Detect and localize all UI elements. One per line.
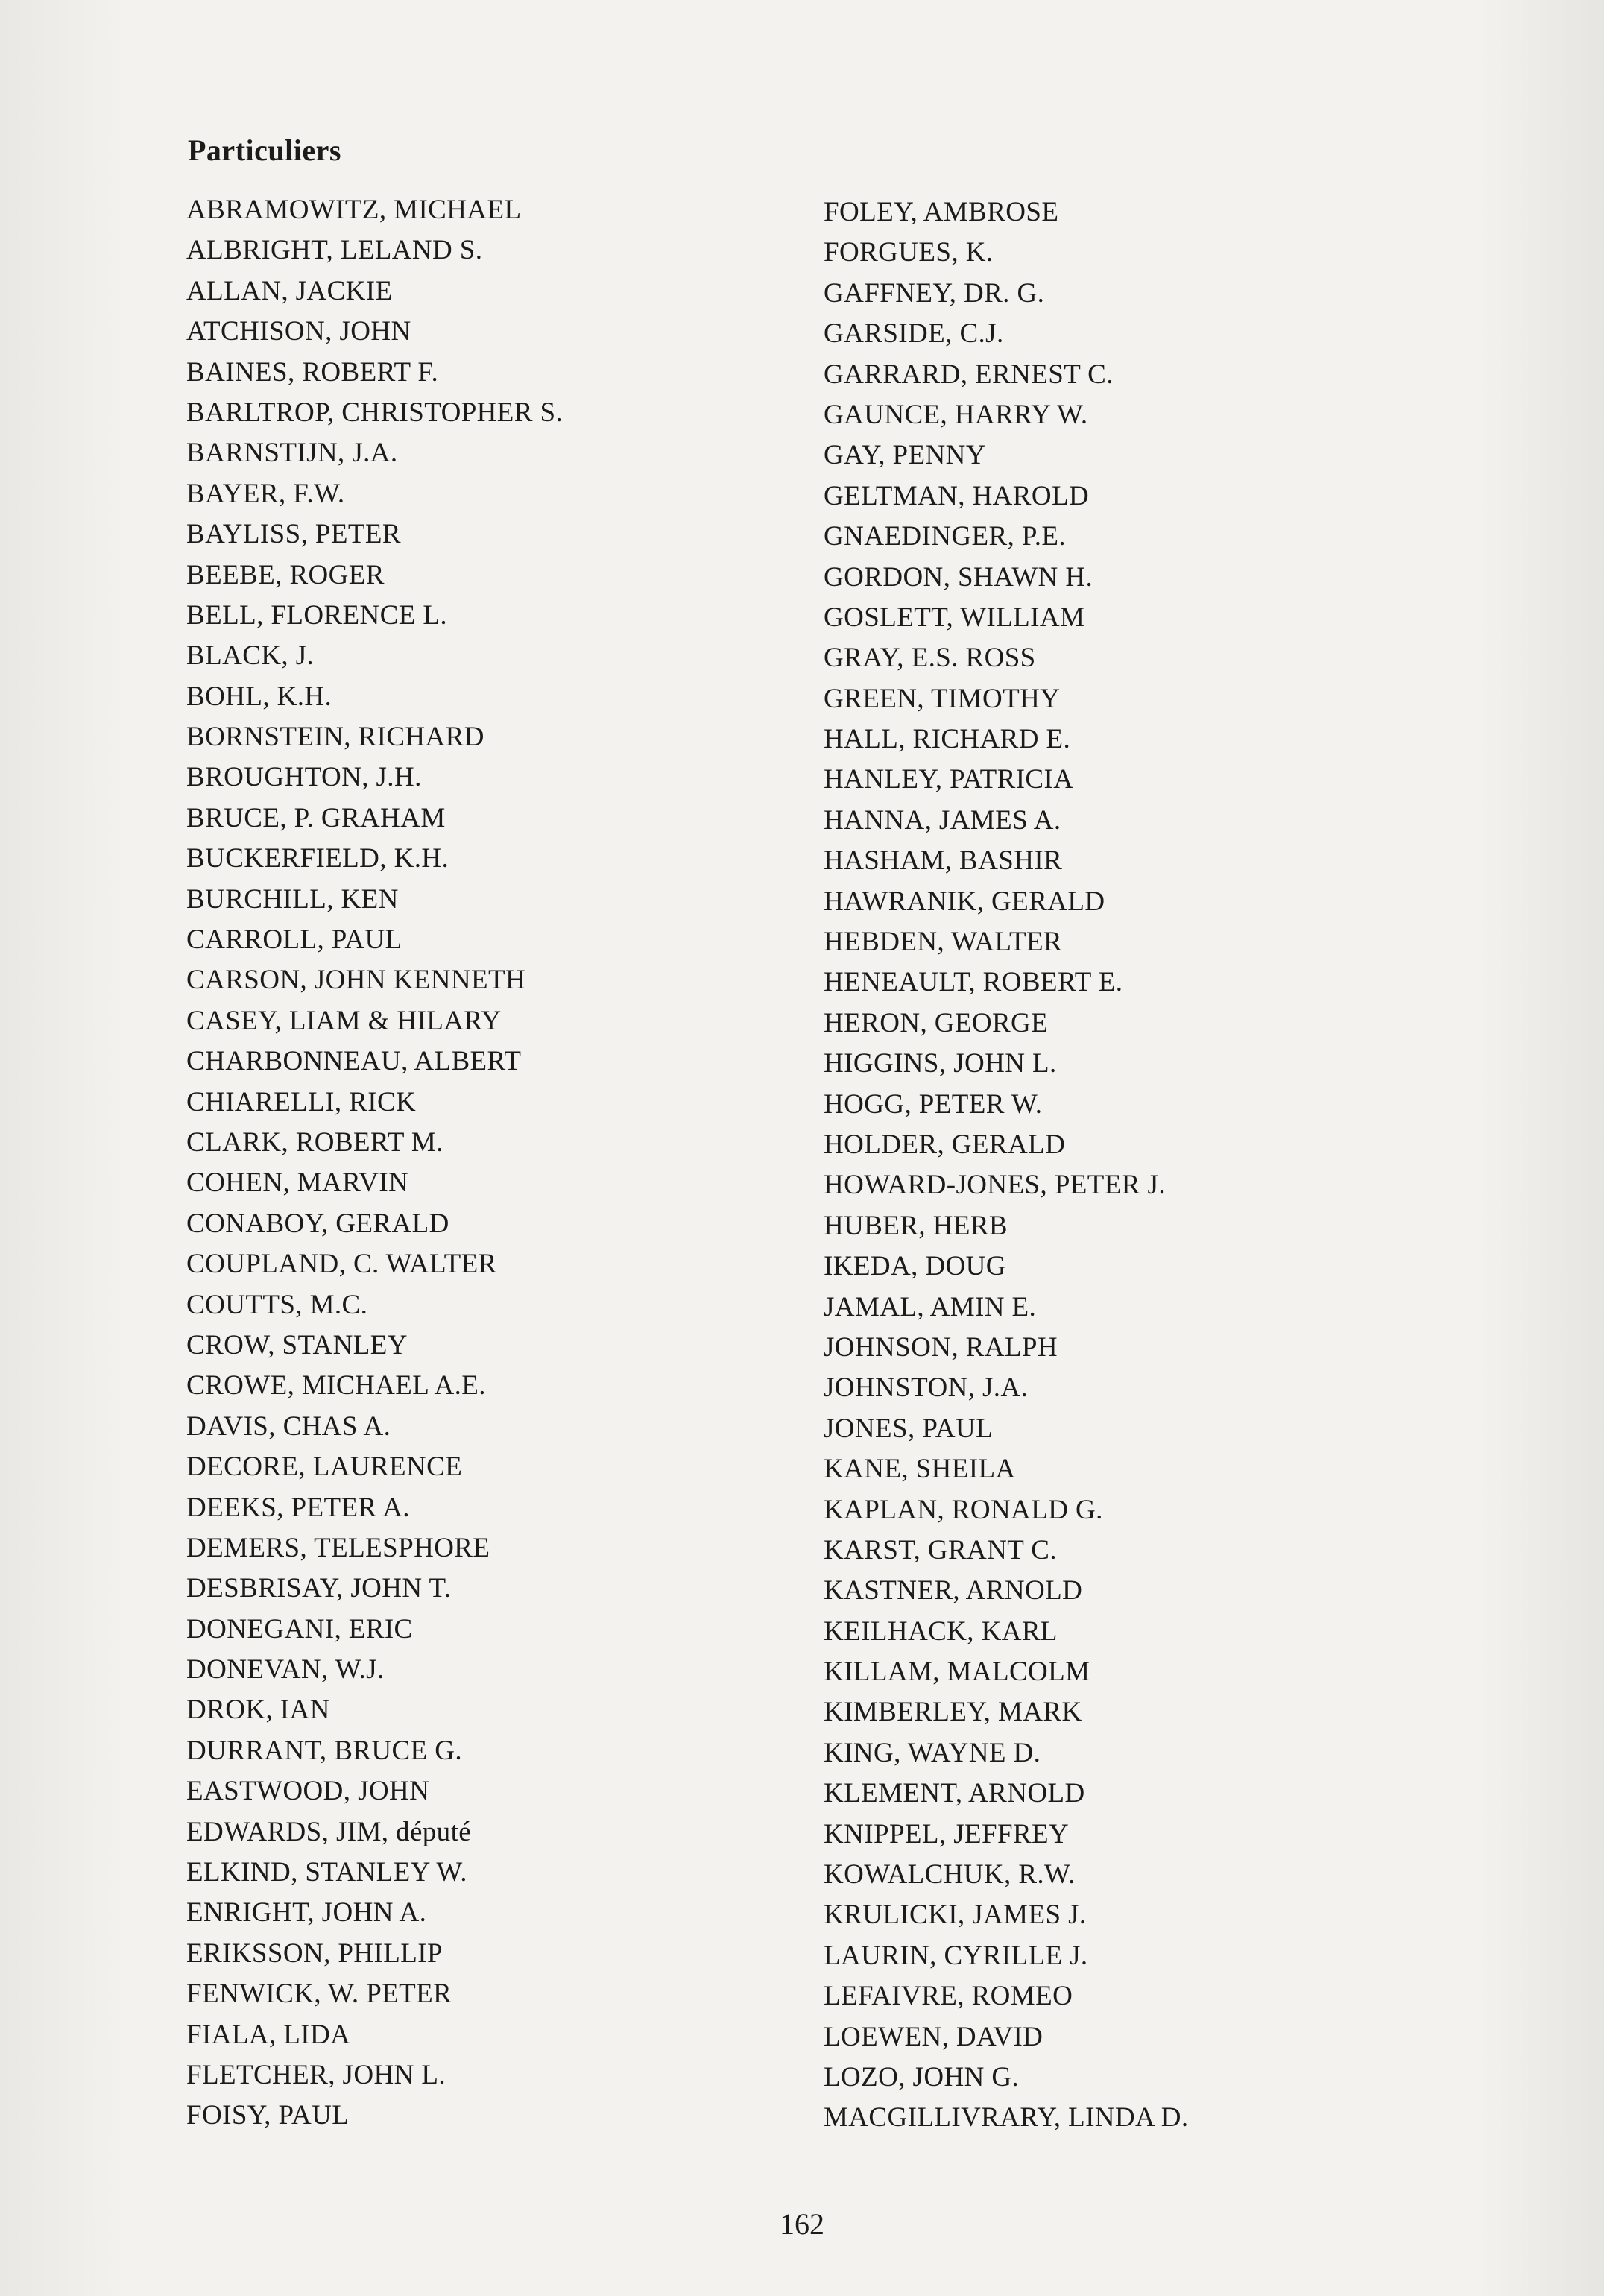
name-entry: HIGGINS, JOHN L. <box>824 1048 1057 1079</box>
name-entry: FOISY, PAUL <box>186 2100 350 2131</box>
name-entry: FOLEY, AMBROSE <box>824 197 1059 227</box>
name-entry: CARROLL, PAUL <box>186 924 402 956</box>
name-entry: COUPLAND, C. WALTER <box>186 1249 497 1280</box>
name-entry: GRAY, E.S. ROSS <box>824 643 1036 674</box>
name-entry: EASTWOOD, JOHN <box>186 1776 430 1807</box>
name-entry: BAYER, F.W. <box>186 478 345 509</box>
name-entry: LEFAIVRE, ROMEO <box>824 1981 1073 2012</box>
name-entry: GELTMAN, HAROLD <box>824 480 1090 511</box>
name-entry: HERON, GEORGE <box>824 1007 1049 1038</box>
name-entry: KAPLAN, RONALD G. <box>824 1494 1103 1525</box>
page-number: 162 <box>780 2207 824 2241</box>
name-entry: FLETCHER, JOHN L. <box>186 2059 446 2090</box>
name-entry: BORNSTEIN, RICHARD <box>186 722 484 753</box>
name-entry: GAUNCE, HARRY W. <box>824 399 1088 430</box>
name-entry: KIMBERLEY, MARK <box>824 1697 1082 1728</box>
name-entry: HUBER, HERB <box>824 1210 1008 1241</box>
name-entry: HASHAM, BASHIR <box>824 845 1063 877</box>
name-entry: CONABOY, GERALD <box>186 1208 449 1239</box>
name-entry: GORDON, SHAWN H. <box>824 561 1093 593</box>
name-entry: FENWICK, W. PETER <box>186 1978 452 2010</box>
name-entry: GAFFNEY, DR. G. <box>824 277 1045 309</box>
name-entry: DESBRISAY, JOHN T. <box>186 1573 452 1604</box>
name-entry: DONEVAN, W.J. <box>186 1654 385 1685</box>
name-entry: GARSIDE, C.J. <box>824 318 1004 350</box>
name-entry: HEBDEN, WALTER <box>824 927 1063 958</box>
name-entry: KEILHACK, KARL <box>824 1615 1058 1647</box>
name-entry: ABRAMOWITZ, MICHAEL <box>186 195 522 225</box>
name-entry: GAY, PENNY <box>824 440 986 471</box>
name-entry: MACGILLIVRARY, LINDA D. <box>824 2102 1189 2133</box>
name-entry: CLARK, ROBERT M. <box>186 1126 443 1158</box>
name-entry: BURCHILL, KEN <box>186 883 399 915</box>
name-entry: ALBRIGHT, LELAND S. <box>186 235 483 266</box>
name-entry: JOHNSTON, J.A. <box>824 1372 1029 1404</box>
name-entry: FIALA, LIDA <box>186 2019 351 2050</box>
name-entry: HALL, RICHARD E. <box>824 724 1071 755</box>
name-entry: KRULICKI, JAMES J. <box>824 1899 1087 1931</box>
name-entry: HENEAULT, ROBERT E. <box>824 967 1123 998</box>
name-entry: HOWARD-JONES, PETER J. <box>824 1170 1166 1201</box>
name-entry: BLACK, J. <box>186 640 315 672</box>
name-entry: HANLEY, PATRICIA <box>824 764 1074 795</box>
name-entry: GNAEDINGER, P.E. <box>824 521 1067 552</box>
name-entry: GARRARD, ERNEST C. <box>824 359 1114 390</box>
name-entry: DECORE, LAURENCE <box>186 1451 463 1483</box>
name-entry: JONES, PAUL <box>824 1413 994 1444</box>
name-entry: BARNSTIJN, J.A. <box>186 438 398 469</box>
name-entry: COHEN, MARVIN <box>186 1167 409 1199</box>
name-entry: CARSON, JOHN KENNETH <box>186 965 526 996</box>
name-entry: BAINES, ROBERT F. <box>186 356 439 388</box>
name-entry: HOGG, PETER W. <box>824 1088 1043 1120</box>
name-entry: DURRANT, BRUCE G. <box>186 1735 462 1766</box>
name-entry: CROWE, MICHAEL A.E. <box>186 1370 486 1401</box>
name-entry: CHARBONNEAU, ALBERT <box>186 1046 522 1077</box>
name-entry: ATCHISON, JOHN <box>186 316 411 347</box>
name-entry: ALLAN, JACKIE <box>186 275 393 306</box>
name-entry: FORGUES, K. <box>824 237 994 268</box>
name-entry: DAVIS, CHAS A. <box>186 1410 391 1442</box>
name-entry: JAMAL, AMIN E. <box>824 1291 1037 1322</box>
name-entry: BAYLISS, PETER <box>186 519 401 550</box>
name-entry: BELL, FLORENCE L. <box>186 599 448 631</box>
names-list-right <box>824 192 1189 2139</box>
name-entry: BROUGHTON, J.H. <box>186 762 422 793</box>
name-entry: KANE, SHEILA <box>824 1454 1016 1485</box>
section-heading: Particuliers <box>188 133 341 167</box>
name-entry: KARST, GRANT C. <box>824 1534 1058 1565</box>
name-entry: KASTNER, ARNOLD <box>824 1575 1083 1606</box>
name-entry: LOEWEN, DAVID <box>824 2021 1043 2052</box>
name-entry: KOWALCHUK, R.W. <box>824 1859 1076 1890</box>
name-entry: KNIPPEL, JEFFREY <box>824 1818 1070 1849</box>
name-entry: KILLAM, MALCOLM <box>824 1656 1090 1688</box>
name-entry: BEEBE, ROGER <box>186 559 385 590</box>
name-entry: DONEGANI, ERIC <box>186 1613 413 1644</box>
name-entry: DROK, IAN <box>186 1694 330 1726</box>
name-entry: DEMERS, TELESPHORE <box>186 1532 490 1563</box>
names-list-left <box>186 190 563 2136</box>
name-entry: COUTTS, M.C. <box>186 1289 368 1320</box>
name-entry: CHIARELLI, RICK <box>186 1086 417 1117</box>
name-entry: KING, WAYNE D. <box>824 1737 1041 1768</box>
name-entry: CASEY, LIAM & HILARY <box>186 1005 502 1036</box>
name-entry: HANNA, JAMES A. <box>824 804 1061 836</box>
name-entry: HOLDER, GERALD <box>824 1129 1066 1160</box>
name-entry: CROW, STANLEY <box>186 1329 408 1360</box>
name-entry: BOHL, K.H. <box>186 681 332 712</box>
name-entry: IKEDA, DOUG <box>824 1251 1006 1282</box>
name-entry: GREEN, TIMOTHY <box>824 683 1061 714</box>
name-entry: LAURIN, CYRILLE J. <box>824 1940 1088 1971</box>
name-entry: BUCKERFIELD, K.H. <box>186 843 449 874</box>
name-entry: BRUCE, P. GRAHAM <box>186 802 446 833</box>
name-entry: DEEKS, PETER A. <box>186 1492 410 1523</box>
name-entry: JOHNSON, RALPH <box>824 1331 1058 1363</box>
name-entry: LOZO, JOHN G. <box>824 2061 1020 2092</box>
name-entry: EDWARDS, JIM, député <box>186 1816 472 1847</box>
name-entry: ELKIND, STANLEY W. <box>186 1857 467 1888</box>
name-entry: GOSLETT, WILLIAM <box>824 602 1085 633</box>
name-entry: ENRIGHT, JOHN A. <box>186 1897 427 1928</box>
name-entry: HAWRANIK, GERALD <box>824 886 1105 917</box>
name-entry: KLEMENT, ARNOLD <box>824 1778 1085 1809</box>
name-entry: ERIKSSON, PHILLIP <box>186 1937 443 1969</box>
name-entry: BARLTROP, CHRISTOPHER S. <box>186 397 563 428</box>
